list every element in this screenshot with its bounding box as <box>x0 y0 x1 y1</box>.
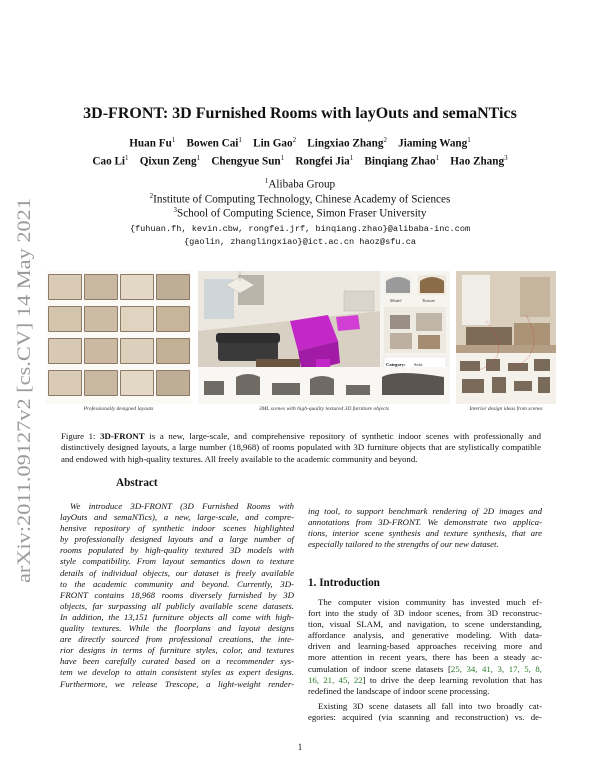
layout-thumbnail <box>48 370 82 396</box>
email-line-1: {fuhuan.fh, kevin.cbw, rongfei.jrf, binqiang.zhao}@alibaba-inc.com <box>129 224 471 234</box>
affiliation-3: $^3$School of Computing Science, Simon Fraser University <box>173 206 427 220</box>
layout-thumbnail <box>120 338 154 364</box>
text-line: In addition, the 13,151 furniture objects all come with high- <box>60 611 294 622</box>
arxiv-id: arXiv:2011.09127v2 [cs.CV] 14 May 2021 <box>14 255 35 583</box>
intro-heading: 1. Introduction <box>308 577 380 589</box>
author-affiliation-mark: 1 <box>435 154 440 162</box>
author-name: Huan Fu <box>129 137 172 150</box>
text-line: objects, far surpassing all publicly available scene datasets. <box>60 600 294 611</box>
layout-thumbnail <box>48 338 82 364</box>
text-line: details of individual objects, our dataset is freely available <box>60 567 294 578</box>
author-line-1 <box>40 136 560 150</box>
layout-thumbnail <box>84 338 118 364</box>
author-name: Rongfei Jia <box>295 155 350 168</box>
interior-panel <box>456 271 556 404</box>
author-name: Hao Zhang <box>450 155 505 168</box>
text-line: 16, 21, 45, 22] to drive the deep learning revolution that has <box>308 674 542 685</box>
layout-thumbnail <box>48 306 82 332</box>
furniture-strip <box>198 367 450 404</box>
text-line: FRONT contains 18,968 rooms diversely furnished by 3D <box>60 589 294 600</box>
text-line: fort into the study of 3D indoor scenes, from 3D reconstruc- <box>308 608 542 619</box>
text-line: rooms populated by high-quality textured 3D models with <box>60 545 294 556</box>
text-line: are directly sourced from professional creations, the inte- <box>60 634 294 645</box>
layout-thumbnail <box>156 306 190 332</box>
author-affiliation-mark: 2 <box>292 136 297 144</box>
text-line: style compatibility. From layout semantics down to texture <box>60 556 294 567</box>
author-affiliation-mark: 1 <box>171 136 176 144</box>
layouts-caption: Professionally designed layouts <box>83 406 154 412</box>
text-line: egories: acquired (via scanning and reconstruction) vs. de- <box>308 711 542 722</box>
text-line: quality textures. While the floorplans and layout designs <box>60 623 294 634</box>
author-affiliation-mark: 1 <box>467 136 471 144</box>
author-name: Bowen Cai <box>186 137 239 150</box>
layout-thumbnail <box>156 338 190 364</box>
author-affiliation-mark: 1 <box>125 154 129 162</box>
author-name: Qixun Zeng <box>139 155 197 168</box>
author-name: Lin Gao <box>253 137 293 150</box>
author-name: Lingxiao Zhang <box>307 137 384 150</box>
text-line: to the academic community and beyond. Currently, 3D- <box>60 578 294 589</box>
text-line: The computer vision community has invested much ef- <box>318 597 542 607</box>
citation-link[interactable]: 25, 34, 41, 3, 17, 5, 8, <box>450 663 542 674</box>
text-line: rior designs in terms of furniture styles, color, and textures <box>60 645 294 656</box>
text-line: affordance analysis, and generative modeling. With data- <box>308 630 542 641</box>
author-affiliation-mark: 1 <box>196 154 201 162</box>
email-line-2: {gaolin, zhanglingxiao}@ict.ac.cn haoz@sfu.ca <box>183 237 417 247</box>
text-line: redefined the landscape of indoor scene processing. <box>308 685 490 696</box>
author-name: Binqiang Zhao <box>364 155 436 168</box>
layout-thumbnail <box>48 274 82 300</box>
citation-link[interactable]: 16, 21, 45, 22 <box>308 674 363 685</box>
abstract-body <box>60 501 294 690</box>
text-line: especially tailored to the strengths of our new dataset. <box>308 539 499 550</box>
furniture-strip-svg <box>198 367 450 404</box>
page-number: 1 <box>297 742 303 752</box>
attr-category-value: Sofa <box>414 362 423 367</box>
author-affiliation-mark: 1 <box>280 154 285 162</box>
author-affiliation-mark: 3 <box>504 154 508 162</box>
arxiv-stamp <box>2 195 42 585</box>
author-line-2 <box>40 154 560 168</box>
text-line: driven and learning-based approaches receiving more and <box>308 641 542 652</box>
text-line: ing tool, to support benchmark rendering of 2D images and <box>308 506 542 516</box>
author-affiliation-mark: 1 <box>238 136 242 144</box>
layout-thumbnail <box>120 370 154 396</box>
text-line: We introduce 3D-FRONT (3D Furnished Rooms with <box>70 501 294 511</box>
abstract-continued <box>308 506 542 550</box>
text-line: Furthermore, we release Trescope, a light-weight render- <box>60 678 294 689</box>
author-name: Jiaming Wang <box>398 137 468 150</box>
affiliation-2: $^2$Institute of Computing Technology, Chinese Academy of Sciences <box>149 192 451 206</box>
text-line: cumulation of indoor scene datasets [25, 34, 41, 3, 17, 5, 8, <box>308 663 542 674</box>
arxiv-stamp-svg <box>2 195 42 585</box>
layouts-panel <box>46 271 191 404</box>
layout-thumbnail <box>120 306 154 332</box>
text-line: tions, interior scene synthesis and texture synthesis, that are <box>308 528 542 539</box>
text-line: hensive repository of synthetic indoor scenes highlighted <box>60 523 294 534</box>
text-line: have been carefully curated based on a recommender sys- <box>60 656 294 667</box>
intro-body <box>308 597 542 723</box>
text-line: layOuts and semaNTics), a new, large-scale, and compre- <box>60 512 294 523</box>
abstract-heading: Abstract <box>116 477 158 489</box>
paper-title: 3D-FRONT: 3D Furnished Rooms with layOuts and semaNTics <box>83 105 517 122</box>
text-line: tem we develop to attain consistent styles as expert designs. <box>60 667 294 678</box>
interior-photo <box>456 271 556 404</box>
layout-thumbnail <box>84 274 118 300</box>
layout-thumbnail <box>84 306 118 332</box>
figure-caption: Figure 1: 3D-FRONT is a new, large-scale, and comprehensive repository of synthetic indoor scenes with professionally and distinctively designed layouts, a large number (18,968) of rooms populated with 3D furniture objects that are stylistically compatible and endowed with high-quality textures. All freely available to the academic community and beyond. <box>61 431 541 464</box>
author-name: Chengyue Sun <box>211 155 281 168</box>
text-line: Existing 3D scene datasets all fall into two broadly cat- <box>318 700 542 711</box>
text-line: by professionally designed layouts and a large number of <box>60 534 294 545</box>
layout-thumbnail <box>156 274 190 300</box>
layout-thumbnail <box>156 370 190 396</box>
layout-thumbnail <box>84 370 118 396</box>
interior-caption: Interior design ideas from scenes <box>469 406 543 412</box>
affiliation-1: $^1$Alibaba Group <box>264 177 336 191</box>
layout-thumbnail <box>120 274 154 300</box>
text-line: tion, visual SLAM, and navigation, to scene understanding, <box>308 619 542 630</box>
texture-label: Texture <box>422 298 436 303</box>
author-affiliation-mark: 2 <box>383 136 387 144</box>
author-name: Cao Li <box>92 155 126 168</box>
text-line: more attention in recent years, there has been a steady ac- <box>308 652 542 663</box>
teaser-figure <box>46 271 556 414</box>
attr-category: Category: <box>386 362 406 367</box>
model-label: Model <box>390 298 402 303</box>
author-affiliation-mark: 1 <box>349 154 354 162</box>
text-line: annotations from 3D-FRONT. We demonstrate two applica- <box>308 517 542 528</box>
scene-caption: 3ML scenes with high-quality textured 3D furniture objects <box>258 406 390 412</box>
